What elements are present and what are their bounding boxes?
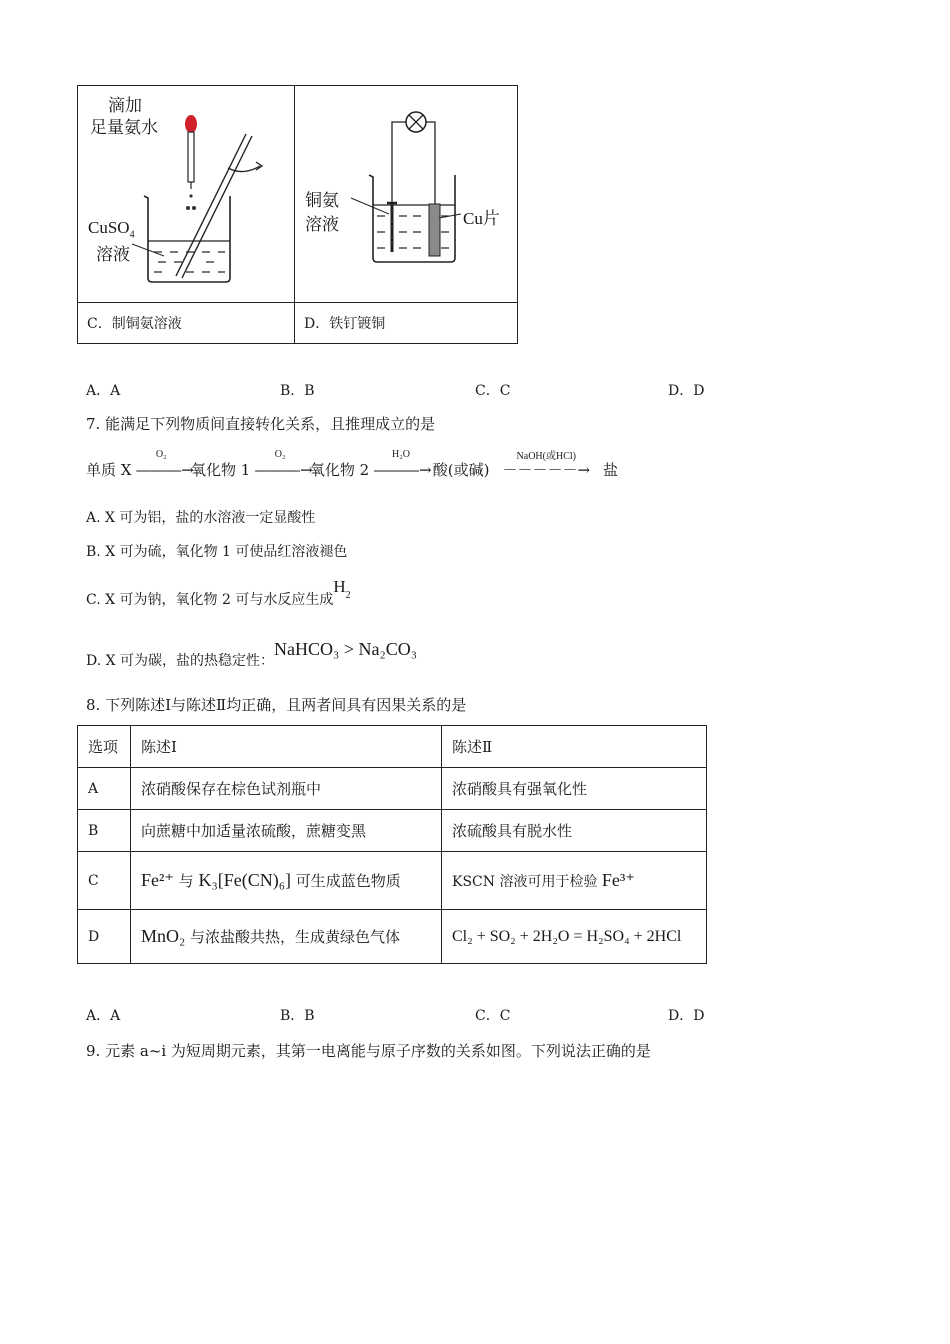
experiment-figure-table [77,85,518,344]
chain-s5: 盐 [603,461,619,479]
chain-arrow-3: H₂O ―――→ [373,449,432,479]
ferricyanide-formula: K₃[Fe(CN)₆] [198,870,291,890]
q8-answer-d[interactable]: D．D [668,1008,705,1024]
figure-c-cell [78,86,295,303]
copper-ammonia-label-1: 铜氨 [305,191,339,211]
q7-option-b[interactable]: B. X 可为硫，氧化物 1 可使品红溶液褪色 [86,544,348,560]
table-row [78,768,707,810]
caption-c: C．制铜氨溶液 [78,303,295,344]
q8-answer-c[interactable]: C．C [475,1008,511,1024]
fe3-formula: Fe³⁺ [601,870,635,890]
mno2-formula: MnO₂ [141,926,186,946]
q7-option-a[interactable]: A. X 可为铝，盐的水溶液一定显酸性 [86,510,316,526]
cuso4-label: CuSO$_4$ [88,218,135,241]
fe2-formula: Fe²⁺ [141,870,174,890]
drop-label-1: 滴加 [108,96,142,116]
row-a-statement-2: 浓硝酸具有强氧化性 [442,768,707,810]
dropper-tube [188,132,194,182]
copper-ammonia-label-2: 溶液 [305,215,339,235]
chain-arrow-2: O₂ ―――→ [255,449,313,479]
figure-d-cell [295,86,518,303]
chain-s4: 酸(或碱) [432,461,490,479]
row-a-option: A [78,768,131,810]
chain-s3: 氧化物 2 [309,461,370,479]
row-b-statement-1: 向蔗糖中加适量浓硫酸，蔗糖变黑 [131,810,442,852]
q9-stem: 9. 元素 a~i 为短周期元素，其第一电离能与原子序数的关系如图。下列说法正确的是 [86,1042,651,1060]
chain-arrow-4: NaOH(或HCl) －－－－－→ [502,451,591,479]
row-c-option: C [78,852,131,910]
dropper-bulb [185,115,197,133]
chain-arrow-1: O₂ ―――→ [136,449,194,479]
header-statement-1: 陈述Ⅰ [131,726,442,768]
q8-answer-a[interactable]: A．A [86,1008,121,1024]
q6-answer-c[interactable]: C．C [475,383,511,399]
row-d-statement-1: MnO₂ 与浓盐酸共热，生成黄绿色气体 [131,910,442,964]
row-d-option: D [78,910,131,964]
q6-answer-a[interactable]: A．A [86,383,121,399]
q8-stem: 8. 下列陈述Ⅰ与陈述Ⅱ均正确，且两者间具有因果关系的是 [86,696,467,714]
table-row [78,910,707,964]
table-header-row [78,726,707,768]
q6-answer-b[interactable]: B．B [280,383,315,399]
q8-answer-b[interactable]: B．B [280,1008,315,1024]
row-c-statement-1: Fe²⁺ 与 K₃[Fe(CN)₆] 可生成蓝色物质 [131,852,442,910]
table-row [78,810,707,852]
q7-stem: 7. 能满足下列物质间直接转化关系，且推理成立的是 [86,415,436,433]
caption-d: D．铁钉镀铜 [295,303,518,344]
row-d-statement-2: Cl₂ + SO₂ + 2H₂O = H₂SO₄ + 2HCl [442,910,707,964]
row-b-statement-2: 浓硫酸具有脱水性 [442,810,707,852]
table-row [78,852,707,910]
q7-chain [86,449,619,480]
chain-s1: 单质 X [86,461,132,479]
q6-answer-d[interactable]: D．D [668,383,705,399]
nahco3-formula: NaHCO₃ > Na₂CO₃ [274,639,418,659]
row-c-statement-2: KSCN 溶液可用于检验 Fe³⁺ [442,852,707,910]
row-b-option: B [78,810,131,852]
q7-option-d[interactable]: D. X 可为碳，盐的热稳定性：NaHCO₃ > Na₂CO₃ [86,639,418,669]
q7-option-c[interactable]: C. X 可为钠，氧化物 2 可与水反应生成$H_2$ [86,577,351,608]
row-a-statement-1: 浓硝酸保存在棕色试剂瓶中 [131,768,442,810]
header-option: 选项 [78,726,131,768]
drop-label-2: 足量氨水 [90,118,158,138]
solution-label: 溶液 [96,245,130,265]
cu-plate-label: Cu片 [463,209,500,228]
q8-table [77,725,707,964]
chain-s2: 氧化物 1 [191,461,251,479]
header-statement-2: 陈述Ⅱ [442,726,707,768]
